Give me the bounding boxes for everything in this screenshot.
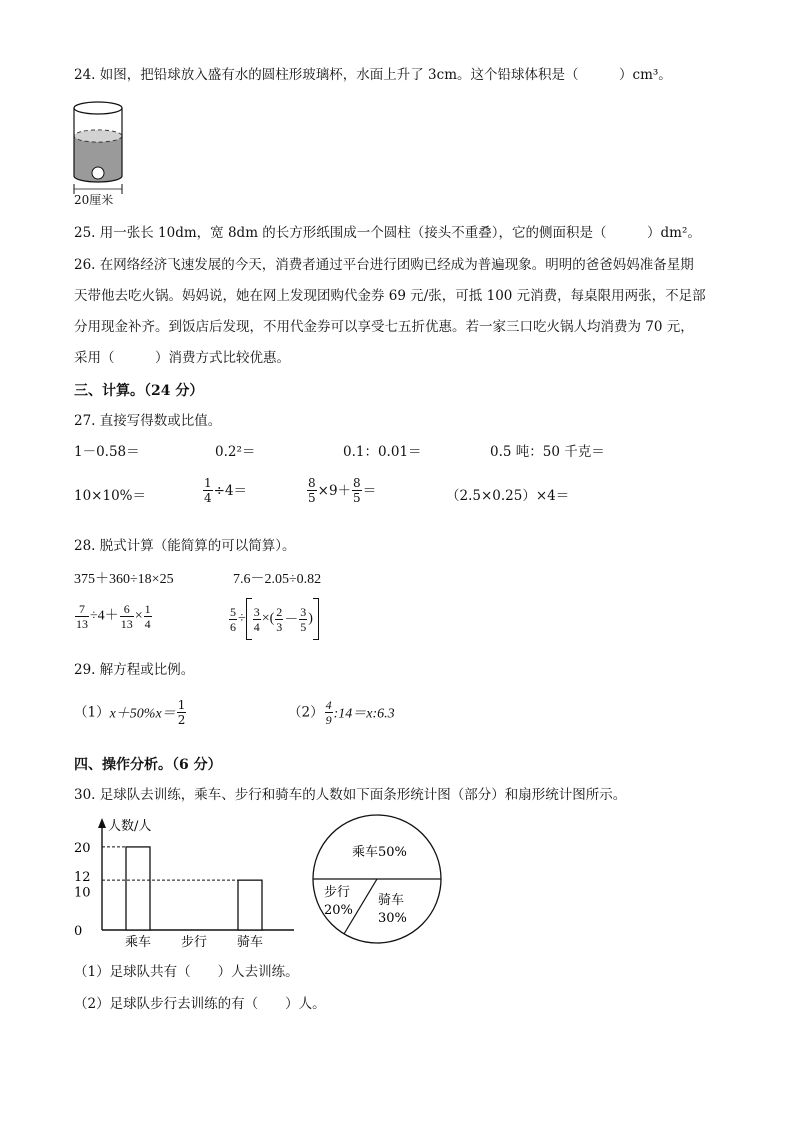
- frac-den: 4: [253, 619, 260, 634]
- expr-rest: ÷4＝: [213, 483, 248, 499]
- frac-num: 5: [230, 604, 236, 619]
- op: ÷: [238, 611, 246, 626]
- q27-r1-d: 0.5 吨：50 千克＝: [490, 444, 605, 460]
- expr-mid: ×9＋: [317, 483, 352, 499]
- q29-title: 29. 解方程或比例。: [74, 662, 195, 678]
- frac-den: 13: [76, 617, 88, 631]
- q26-line2: 天带他去吃火锅。妈妈说，她在网上发现团购代金券 69 元/张，可抵 100 元消费，每桌限用两张，不足部: [74, 288, 706, 304]
- pie-label-bus: 乘车50%: [352, 845, 407, 860]
- section3-title: 三、计算。（24 分）: [74, 383, 204, 399]
- bar-chart: [70, 814, 300, 956]
- q26-line4: 采用（ ）消费方式比较优惠。: [74, 350, 290, 366]
- op: ×: [134, 608, 143, 624]
- op: ÷4＋: [90, 608, 119, 624]
- pie-label-bike: 骑车: [378, 893, 405, 908]
- bar: [238, 880, 262, 930]
- q26-line1: 26. 在网络经济飞速发展的今天，消费者通过平台进行团购已经成为普遍现象。明明的爸爸妈妈准备星期: [74, 257, 694, 273]
- q24-text: 24. 如图，把铅球放入盛有水的圆柱形玻璃杯，水面上升了 3cm。这个铅球体积是（ ）cm³。: [74, 67, 672, 83]
- q28-e1: 375＋360÷18×25: [74, 572, 174, 587]
- frac-num: 3: [253, 604, 260, 619]
- q27-r1-b: 0.2²＝: [215, 444, 256, 460]
- y-tick-label: 20: [74, 840, 91, 856]
- q29-p1: [74, 698, 187, 727]
- frac-den: 5: [353, 491, 361, 505]
- bar: [126, 847, 150, 930]
- op: ×(: [261, 611, 275, 626]
- frac-num: 6: [120, 602, 134, 617]
- q28-title: 28. 脱式计算（能简算的可以简算）。: [74, 538, 296, 554]
- left-bracket: [246, 598, 252, 640]
- frac-num: 1: [204, 476, 212, 490]
- frac-num: 3: [300, 604, 307, 619]
- op: －: [284, 613, 299, 628]
- pie-label-walk-pct: 20%: [324, 903, 353, 918]
- q28-e3: [74, 602, 153, 631]
- x-tick-label: 骑车: [236, 935, 264, 950]
- q27-r1-c: 0.1：0.01＝: [343, 444, 422, 460]
- q30-title: 30. 足球队去训练，乘车、步行和骑车的人数如下面条形统计图（部分）和扇形统计图所示。: [74, 787, 627, 803]
- q27-r2-b: [202, 476, 247, 505]
- y-tick-label: 12: [74, 870, 91, 886]
- q28-e4: [228, 598, 319, 640]
- pie-label-bike-pct: 30%: [378, 911, 407, 926]
- q30-s1: （1）足球队共有（ ）人去训练。: [74, 964, 299, 980]
- section4-title: 四、操作分析。（6 分）: [74, 757, 222, 773]
- q28-e2: 7.6－2.05÷0.82: [233, 572, 322, 587]
- expr-rest: ＝: [362, 483, 377, 499]
- q25-text: 25. 用一张长 10dm，宽 8dm 的长方形纸围成一个圆柱（接头不重叠），它的侧面积是（ ）dm²。: [74, 225, 701, 241]
- item-label: （2）: [288, 704, 324, 721]
- y-tick-label: 10: [74, 885, 91, 901]
- equation-expr: x＋50%x＝: [109, 706, 176, 722]
- q24-cylinder-figure: [68, 98, 128, 206]
- q27-r2-a: 10×10%＝: [74, 488, 146, 504]
- frac-den: 13: [120, 617, 133, 631]
- frac-den: 4: [204, 491, 212, 505]
- frac-num: 8: [353, 476, 361, 490]
- frac-num: 8: [308, 476, 316, 490]
- frac-den: 9: [325, 713, 332, 727]
- frac-num: 1: [144, 602, 151, 616]
- y-axis-arrow: [98, 818, 106, 828]
- y-tick-label: 0: [74, 924, 83, 939]
- q24-figure-label: 20厘米: [74, 193, 114, 207]
- x-tick-label: 步行: [180, 935, 208, 950]
- frac-num: 2: [276, 604, 283, 619]
- frac-den: 5: [308, 491, 316, 505]
- frac-den: 5: [300, 619, 307, 634]
- frac-num: 7: [75, 602, 89, 617]
- frac-den: 6: [230, 619, 236, 634]
- x-tick-label: 乘车: [124, 935, 152, 950]
- pie-label-walk: 步行: [324, 885, 351, 900]
- frac-num: 1: [177, 698, 186, 712]
- q29-p2: [288, 698, 395, 727]
- pie-chart: [310, 812, 444, 946]
- frac-den: 2: [177, 713, 186, 727]
- q27-r2-d: （2.5×0.25）×4＝: [446, 488, 570, 504]
- frac-num: 4: [325, 698, 332, 712]
- y-axis-label: 人数/人: [108, 819, 152, 834]
- item-label: （1）: [74, 704, 110, 721]
- right-bracket: [313, 598, 319, 640]
- q27-title: 27. 直接写得数或比值。: [74, 413, 222, 429]
- q27-r2-c: [306, 476, 376, 505]
- equation-expr: :14＝x:6.3: [333, 706, 395, 722]
- frac-den: 3: [276, 619, 283, 634]
- q26-line3: 分用现金补齐。到饭店后发现，不用代金券可以享受七五折优惠。若一家三口吃火锅人均消费为 70 元，: [74, 319, 694, 335]
- op: ): [308, 611, 313, 626]
- q30-s2: （2）足球队步行去训练的有（ ）人。: [74, 996, 326, 1012]
- q27-r1-a: 1－0.58＝: [74, 444, 140, 460]
- frac-den: 4: [144, 617, 151, 631]
